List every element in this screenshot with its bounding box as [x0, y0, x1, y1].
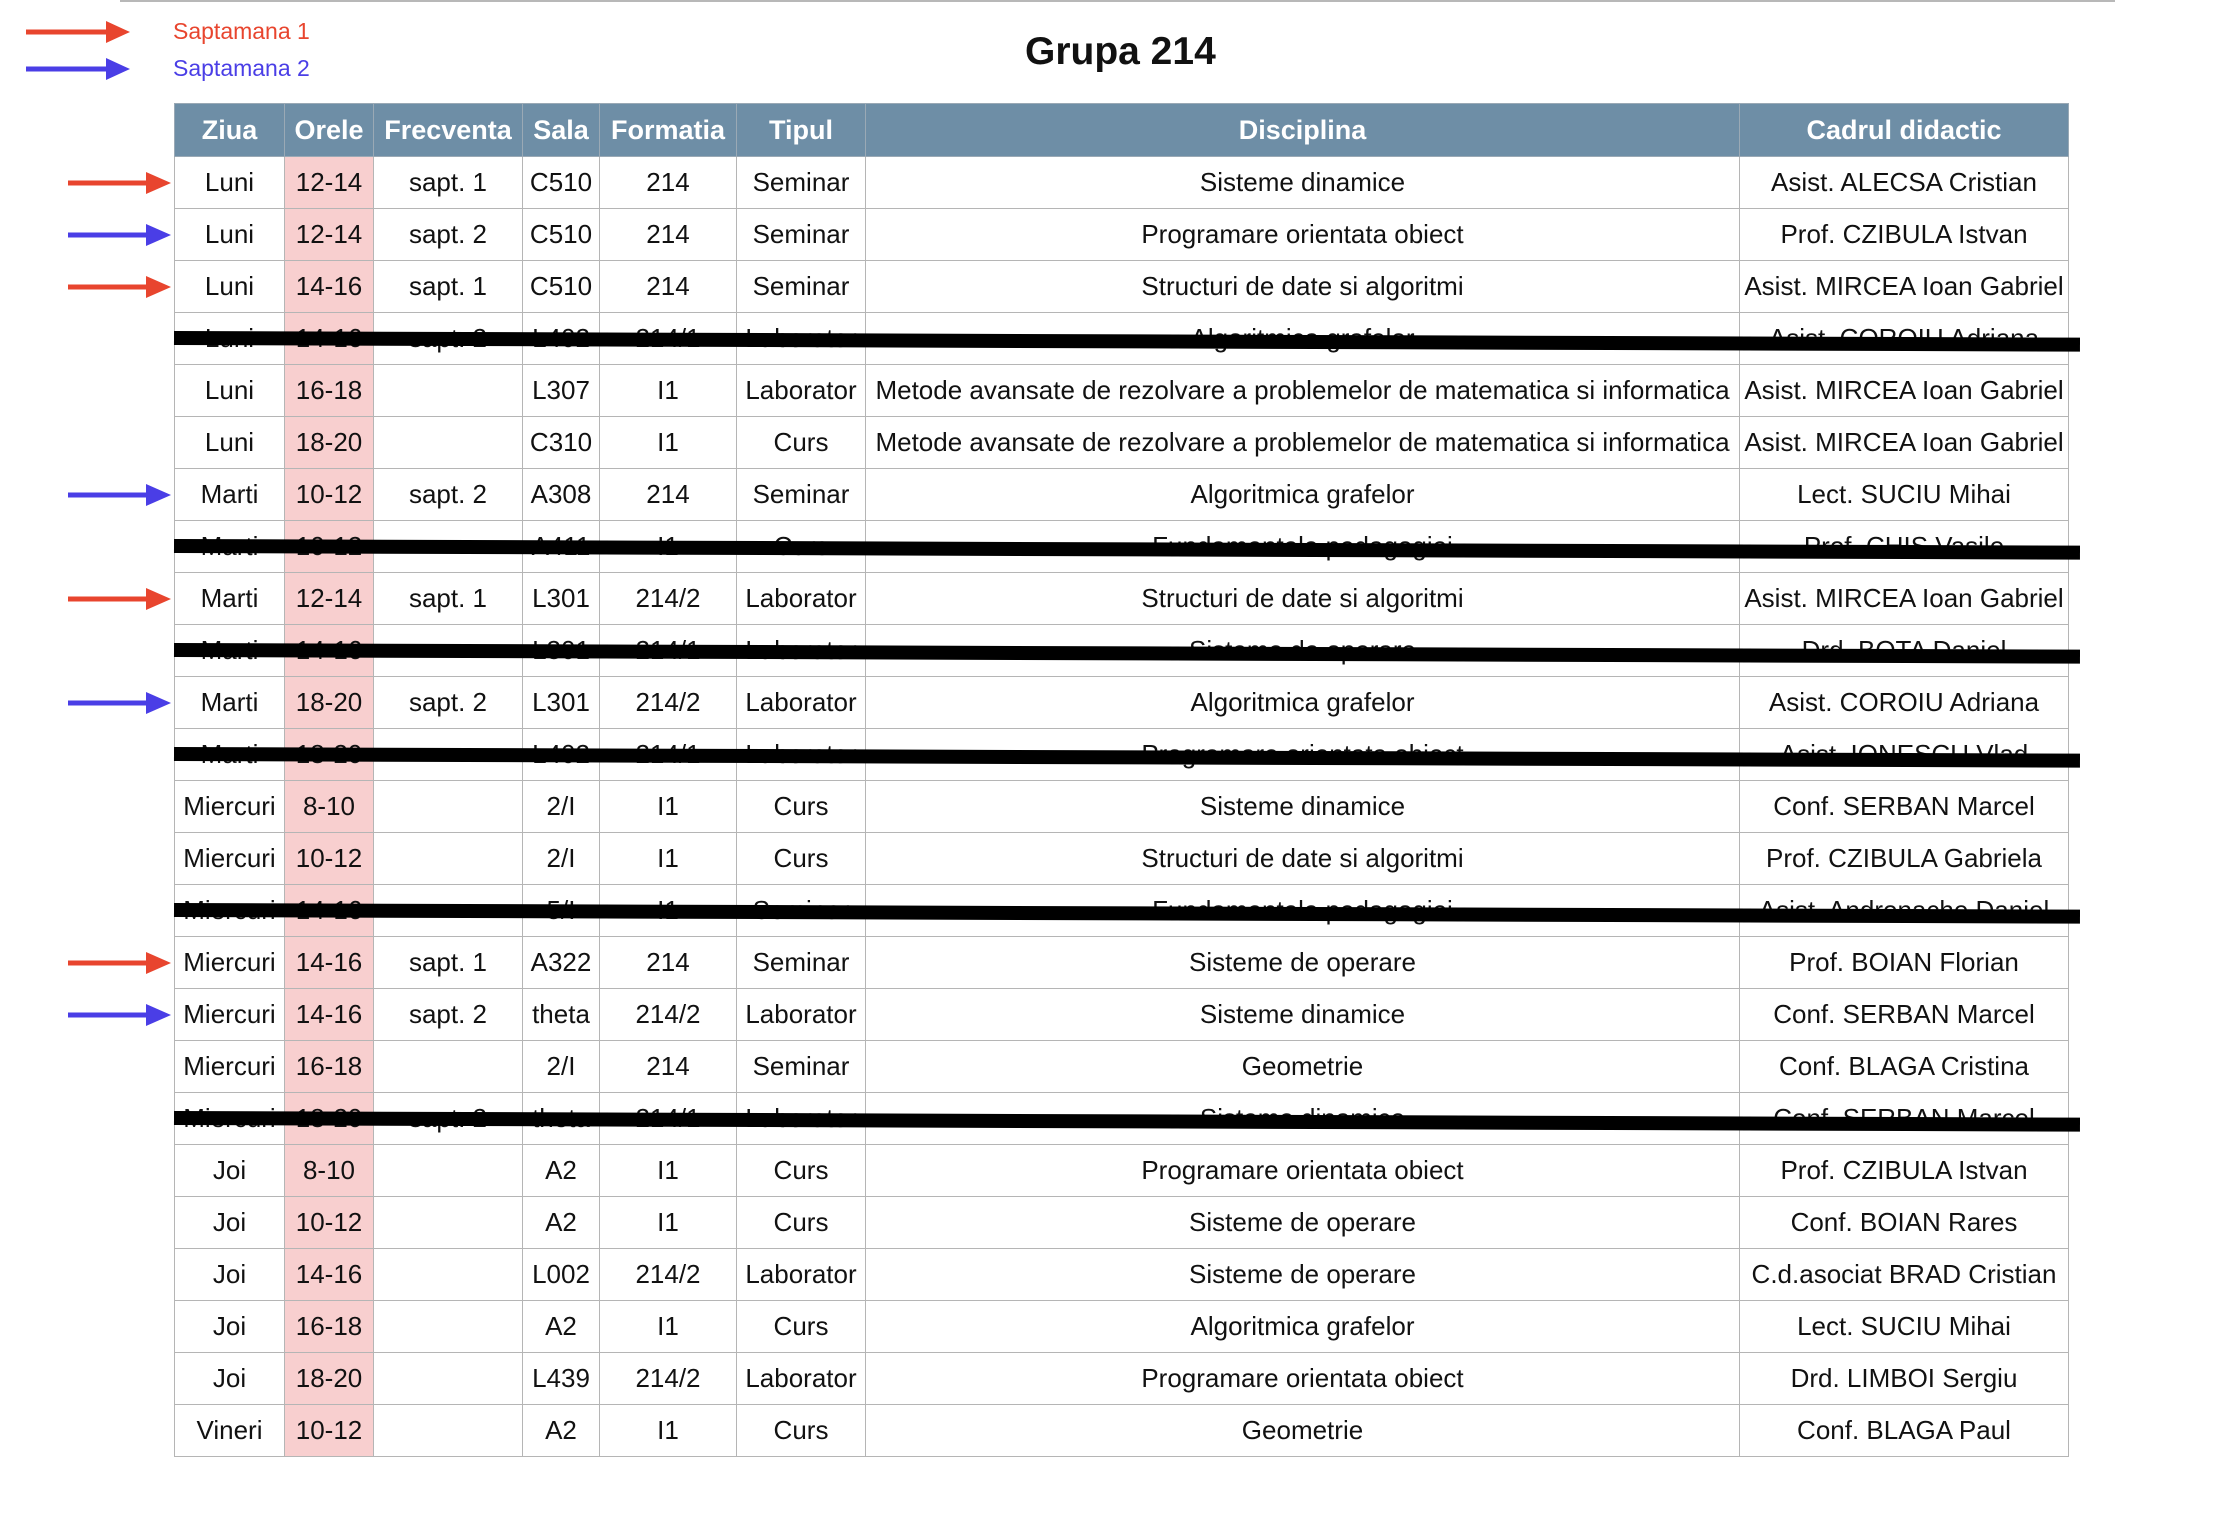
cell-frecventa: sapt. 1	[374, 157, 523, 209]
cell-orele: 12-14	[285, 573, 374, 625]
header-ziua: Ziua	[175, 104, 285, 157]
arrow-right-icon	[26, 19, 131, 45]
cell-ziua: Luni	[175, 417, 285, 469]
cell-formatia: 214/2	[600, 989, 737, 1041]
cell-sala[interactable]: C310	[523, 417, 600, 469]
cell-ziua: Miercuri	[175, 1041, 285, 1093]
cell-ziua: Joi	[175, 1249, 285, 1301]
cell-orele: 16-18	[285, 365, 374, 417]
arrow-right-icon	[68, 222, 172, 248]
table-row	[175, 1197, 2069, 1249]
table-row	[175, 417, 2069, 469]
table-row	[175, 469, 2069, 521]
cell-sala[interactable]: 2/I	[523, 781, 600, 833]
table-row	[175, 1041, 2069, 1093]
cell-disciplina[interactable]: Sisteme dinamice	[866, 781, 1740, 833]
header-row	[175, 104, 2069, 157]
cell-sala[interactable]: 2/I	[523, 833, 600, 885]
cell-cadrul-didactic[interactable]: Conf. BOIAN Rares	[1740, 1197, 2069, 1249]
cell-sala[interactable]: theta	[523, 989, 600, 1041]
table-row	[175, 677, 2069, 729]
cell-ziua: Joi	[175, 1353, 285, 1405]
cell-formatia: I1	[600, 833, 737, 885]
cell-sala[interactable]: A2	[523, 1405, 600, 1457]
cell-sala[interactable]: L002	[523, 1249, 600, 1301]
cell-sala[interactable]: L301	[523, 573, 600, 625]
cell-tipul: Laborator	[737, 1249, 866, 1301]
cell-formatia: 214/2	[600, 677, 737, 729]
cell-orele: 18-20	[285, 677, 374, 729]
cell-formatia: I1	[600, 365, 737, 417]
cell-frecventa: sapt. 2	[374, 989, 523, 1041]
cell-disciplina[interactable]: Algoritmica grafelor	[866, 677, 1740, 729]
cell-disciplina[interactable]: Programare orientata obiect	[866, 1145, 1740, 1197]
cell-cadrul-didactic[interactable]: Lect. SUCIU Mihai	[1740, 1301, 2069, 1353]
cell-cadrul-didactic[interactable]: Prof. CZIBULA Gabriela	[1740, 833, 2069, 885]
cell-tipul: Laborator	[737, 365, 866, 417]
cell-ziua: Luni	[175, 157, 285, 209]
header-formatia: Formatia	[600, 104, 737, 157]
cell-frecventa	[374, 1353, 523, 1405]
arrow-right-icon	[68, 950, 172, 976]
cell-disciplina[interactable]: Structuri de date si algoritmi	[866, 833, 1740, 885]
header-disciplina: Disciplina	[866, 104, 1740, 157]
cell-disciplina[interactable]: Structuri de date si algoritmi	[866, 573, 1740, 625]
legend-week1-label: Saptamana 1	[173, 18, 310, 44]
table-row	[175, 365, 2069, 417]
cell-frecventa	[374, 833, 523, 885]
cell-orele: 18-20	[285, 417, 374, 469]
cell-frecventa	[374, 1405, 523, 1457]
header-cadrul-didactic: Cadrul didactic	[1740, 104, 2069, 157]
cell-frecventa	[374, 417, 523, 469]
cell-formatia: 214	[600, 1041, 737, 1093]
cell-formatia: I1	[600, 1145, 737, 1197]
cell-disciplina[interactable]: Algoritmica grafelor	[866, 469, 1740, 521]
cell-formatia: 214	[600, 937, 737, 989]
cell-sala[interactable]: A2	[523, 1145, 600, 1197]
cell-tipul: Seminar	[737, 469, 866, 521]
cell-cadrul-didactic[interactable]: Asist. MIRCEA Ioan Gabriel	[1740, 417, 2069, 469]
cell-ziua: Joi	[175, 1145, 285, 1197]
cell-sala[interactable]: A308	[523, 469, 600, 521]
cell-tipul: Seminar	[737, 261, 866, 313]
cell-tipul: Laborator	[737, 573, 866, 625]
cell-tipul: Seminar	[737, 209, 866, 261]
table-row	[175, 1145, 2069, 1197]
table-row	[175, 1353, 2069, 1405]
cell-frecventa	[374, 365, 523, 417]
arrow-right-icon	[68, 586, 172, 612]
cell-orele: 14-16	[285, 1249, 374, 1301]
cell-formatia: 214	[600, 469, 737, 521]
header-sala: Sala	[523, 104, 600, 157]
cell-sala[interactable]: C510	[523, 209, 600, 261]
cell-tipul: Laborator	[737, 1353, 866, 1405]
cell-sala[interactable]: A2	[523, 1197, 600, 1249]
cell-disciplina[interactable]: Geometrie	[866, 1405, 1740, 1457]
cell-sala[interactable]: A2	[523, 1301, 600, 1353]
cell-cadrul-didactic[interactable]: Conf. BLAGA Cristina	[1740, 1041, 2069, 1093]
cell-cadrul-didactic[interactable]: Asist. COROIU Adriana	[1740, 677, 2069, 729]
header-orele: Orele	[285, 104, 374, 157]
cell-frecventa: sapt. 1	[374, 261, 523, 313]
cell-formatia: 214	[600, 209, 737, 261]
cell-sala[interactable]: C510	[523, 157, 600, 209]
cell-tipul: Laborator	[737, 677, 866, 729]
cell-orele: 14-16	[285, 261, 374, 313]
cell-formatia: 214/2	[600, 573, 737, 625]
arrow-right-icon	[68, 690, 172, 716]
cell-tipul: Curs	[737, 417, 866, 469]
header-tipul: Tipul	[737, 104, 866, 157]
cell-formatia: I1	[600, 1197, 737, 1249]
table-row	[175, 209, 2069, 261]
table-row	[175, 1405, 2069, 1457]
cell-cadrul-didactic[interactable]: Drd. LIMBOI Sergiu	[1740, 1353, 2069, 1405]
cell-frecventa	[374, 1041, 523, 1093]
cell-frecventa	[374, 1197, 523, 1249]
cell-frecventa	[374, 1249, 523, 1301]
cell-formatia: 214	[600, 261, 737, 313]
cell-frecventa: sapt. 2	[374, 677, 523, 729]
cell-disciplina[interactable]: Sisteme dinamice	[866, 989, 1740, 1041]
cell-disciplina[interactable]: Sisteme de operare	[866, 1197, 1740, 1249]
cell-formatia: 214/2	[600, 1353, 737, 1405]
cell-orele: 8-10	[285, 1145, 374, 1197]
arrow-right-icon	[26, 56, 131, 82]
cell-orele: 10-12	[285, 833, 374, 885]
cell-orele: 16-18	[285, 1301, 374, 1353]
cell-orele: 16-18	[285, 1041, 374, 1093]
legend-week2	[26, 55, 310, 82]
table-row	[175, 1249, 2069, 1301]
cell-cadrul-didactic[interactable]: Asist. MIRCEA Ioan Gabriel	[1740, 365, 2069, 417]
cell-cadrul-didactic[interactable]: Prof. CZIBULA Istvan	[1740, 1145, 2069, 1197]
schedule-table	[174, 103, 2069, 1457]
cell-formatia: I1	[600, 1405, 737, 1457]
cell-frecventa: sapt. 2	[374, 469, 523, 521]
cell-sala[interactable]: L301	[523, 677, 600, 729]
cell-frecventa	[374, 1145, 523, 1197]
cell-disciplina[interactable]: Algoritmica grafelor	[866, 1301, 1740, 1353]
cell-ziua: Marti	[175, 469, 285, 521]
cell-formatia: 214	[600, 157, 737, 209]
cell-ziua: Luni	[175, 365, 285, 417]
cell-sala[interactable]: L439	[523, 1353, 600, 1405]
cell-cadrul-didactic[interactable]: C.d.asociat BRAD Cristian	[1740, 1249, 2069, 1301]
cell-tipul: Laborator	[737, 989, 866, 1041]
cell-disciplina[interactable]: Sisteme de operare	[866, 1249, 1740, 1301]
cell-cadrul-didactic[interactable]: Prof. BOIAN Florian	[1740, 937, 2069, 989]
cell-orele: 10-12	[285, 469, 374, 521]
cell-orele: 10-12	[285, 1197, 374, 1249]
cell-tipul: Curs	[737, 781, 866, 833]
cell-orele: 14-16	[285, 937, 374, 989]
cell-ziua: Marti	[175, 677, 285, 729]
cell-cadrul-didactic[interactable]: Asist. ALECSA Cristian	[1740, 157, 2069, 209]
cell-tipul: Curs	[737, 1405, 866, 1457]
cell-ziua: Joi	[175, 1301, 285, 1353]
cell-ziua: Vineri	[175, 1405, 285, 1457]
arrow-right-icon	[68, 170, 172, 196]
arrow-right-icon	[68, 1002, 172, 1028]
cell-disciplina[interactable]: Metode avansate de rezolvare a problemelor de matematica si informatica	[866, 365, 1740, 417]
cell-disciplina[interactable]: Metode avansate de rezolvare a problemelor de matematica si informatica	[866, 417, 1740, 469]
table-row	[175, 833, 2069, 885]
cell-ziua: Miercuri	[175, 989, 285, 1041]
table-row	[175, 261, 2069, 313]
table-row	[175, 573, 2069, 625]
arrow-right-icon	[68, 274, 172, 300]
cell-disciplina[interactable]: Programare orientata obiect	[866, 1353, 1740, 1405]
table-row	[175, 781, 2069, 833]
table-row	[175, 989, 2069, 1041]
cell-orele: 18-20	[285, 1353, 374, 1405]
table-row	[175, 157, 2069, 209]
cell-ziua: Miercuri	[175, 833, 285, 885]
legend-week1	[26, 18, 310, 45]
cell-tipul: Seminar	[737, 157, 866, 209]
cell-tipul: Seminar	[737, 1041, 866, 1093]
cell-cadrul-didactic[interactable]: Conf. SERBAN Marcel	[1740, 781, 2069, 833]
cell-tipul: Seminar	[737, 937, 866, 989]
cell-ziua: Miercuri	[175, 781, 285, 833]
cell-orele: 8-10	[285, 781, 374, 833]
header-frecventa: Frecventa	[374, 104, 523, 157]
cell-disciplina[interactable]: Sisteme dinamice	[866, 157, 1740, 209]
cell-disciplina[interactable]: Sisteme de operare	[866, 937, 1740, 989]
cell-sala[interactable]: L307	[523, 365, 600, 417]
cell-tipul: Curs	[737, 1197, 866, 1249]
cell-frecventa: sapt. 2	[374, 209, 523, 261]
cell-formatia: 214/2	[600, 1249, 737, 1301]
cell-formatia: I1	[600, 781, 737, 833]
cell-cadrul-didactic[interactable]: Asist. MIRCEA Ioan Gabriel	[1740, 573, 2069, 625]
cell-ziua: Joi	[175, 1197, 285, 1249]
cell-formatia: I1	[600, 1301, 737, 1353]
top-divider	[120, 0, 2115, 2]
cell-ziua: Luni	[175, 209, 285, 261]
legend-week2-label: Saptamana 2	[173, 55, 310, 81]
cell-orele: 14-16	[285, 989, 374, 1041]
cell-sala[interactable]: A322	[523, 937, 600, 989]
cell-ziua: Marti	[175, 573, 285, 625]
cell-ziua: Miercuri	[175, 937, 285, 989]
cell-orele: 10-12	[285, 1405, 374, 1457]
cell-formatia: I1	[600, 417, 737, 469]
cell-frecventa: sapt. 1	[374, 573, 523, 625]
table-row	[175, 937, 2069, 989]
table-row	[175, 1301, 2069, 1353]
page-title: Grupa 214	[1025, 30, 1216, 73]
cell-disciplina[interactable]: Geometrie	[866, 1041, 1740, 1093]
cell-cadrul-didactic[interactable]: Conf. SERBAN Marcel	[1740, 989, 2069, 1041]
cell-tipul: Curs	[737, 1145, 866, 1197]
cell-frecventa: sapt. 1	[374, 937, 523, 989]
cell-ziua: Luni	[175, 261, 285, 313]
cell-sala[interactable]: 2/I	[523, 1041, 600, 1093]
cell-sala[interactable]: C510	[523, 261, 600, 313]
cell-orele: 12-14	[285, 157, 374, 209]
cell-disciplina[interactable]: Programare orientata obiect	[866, 209, 1740, 261]
cell-tipul: Curs	[737, 1301, 866, 1353]
cell-orele: 12-14	[285, 209, 374, 261]
cell-disciplina[interactable]: Structuri de date si algoritmi	[866, 261, 1740, 313]
cell-frecventa	[374, 781, 523, 833]
cell-frecventa	[374, 1301, 523, 1353]
cell-cadrul-didactic[interactable]: Prof. CZIBULA Istvan	[1740, 209, 2069, 261]
cell-cadrul-didactic[interactable]: Lect. SUCIU Mihai	[1740, 469, 2069, 521]
arrow-right-icon	[68, 482, 172, 508]
cell-cadrul-didactic[interactable]: Conf. BLAGA Paul	[1740, 1405, 2069, 1457]
cell-cadrul-didactic[interactable]: Asist. MIRCEA Ioan Gabriel	[1740, 261, 2069, 313]
cell-tipul: Curs	[737, 833, 866, 885]
